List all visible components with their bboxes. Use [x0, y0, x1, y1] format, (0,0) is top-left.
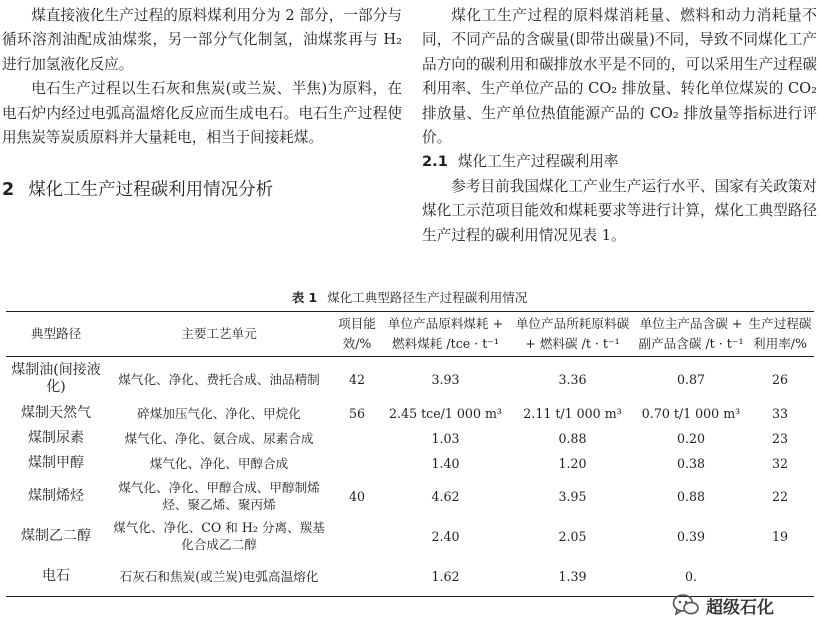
right-column	[422, 4, 817, 248]
cell-units: 煤气化、净化、甲醇合成	[149, 456, 289, 471]
cell-efficiency	[332, 426, 382, 451]
subsection-heading	[422, 150, 817, 174]
cell-coal: 1.03	[431, 431, 460, 446]
cell-utilization: 22	[771, 488, 789, 504]
cell-efficiency	[332, 451, 382, 476]
section-title: 煤化工生产过程碳利用情况分析	[28, 180, 274, 201]
header-coal-consumption: 单位产品原料煤耗 + 燃料煤耗 /tce · t⁻¹	[382, 312, 509, 357]
table-row	[6, 451, 814, 476]
cell-coal: 2.40	[431, 528, 460, 544]
cell-utilization: 19	[771, 528, 789, 544]
cell-coal: 1.40	[431, 456, 460, 471]
table-row	[6, 357, 814, 402]
header-energy-efficiency: 项目能效/%	[332, 312, 382, 357]
cell-coal: 1.62	[431, 568, 460, 584]
cell-product-carbon: 0.88	[676, 488, 706, 504]
cell-path: 煤制乙二醇	[21, 527, 91, 544]
cell-product-carbon: 0.38	[676, 456, 706, 471]
header-carbon-consumption: 单位产品所耗原料碳 + 燃料碳 /t · t⁻¹	[509, 312, 636, 357]
subsection-number: 2.1	[422, 153, 448, 171]
wechat-icon	[672, 593, 700, 617]
cell-carbon: 3.95	[558, 488, 587, 504]
cell-carbon: 3.36	[558, 371, 587, 387]
left-paragraph-1: 煤直接液化生产过程的原料煤利用分为 2 部分，一部分与循环溶剂油配成油煤浆，另一部分气化制氢，油煤浆再与 H₂ 进行加氢液化反应。	[2, 7, 402, 73]
cell-coal: 3.93	[431, 371, 460, 387]
cell-efficiency	[332, 556, 382, 597]
cell-carbon: 1.39	[558, 568, 587, 584]
right-paragraph-2: 参考目前我国煤化工产业生产运行水平、国家有关政策对煤化工示范项目能效和煤耗要求等进行计算，煤化工典型路径生产过程的碳利用情况见表 1。	[422, 177, 817, 244]
cell-units: 煤气化、净化、甲醇合成、甲醇制烯烃、聚乙烯、聚丙烯	[118, 480, 320, 512]
watermark	[672, 587, 814, 623]
header-process-units: 主要工艺单元	[106, 312, 332, 357]
table-caption-title: 煤化工典型路径生产过程碳利用情况	[327, 290, 528, 305]
header-path: 典型路径	[6, 312, 106, 357]
cell-carbon: 2.05	[558, 528, 587, 544]
table-row	[6, 401, 814, 426]
cell-utilization: 26	[771, 371, 789, 387]
cell-utilization: 33	[771, 406, 789, 421]
cell-units: 煤气化、净化、费托合成、油品精制	[118, 371, 320, 387]
section-number: 2	[2, 180, 15, 201]
cell-efficiency	[332, 516, 382, 556]
cell-units: 碎煤加压气化、净化、甲烷化	[137, 406, 301, 421]
carbon-utilization-table	[6, 311, 814, 597]
cell-path: 煤制烯烃	[28, 487, 84, 504]
cell-carbon: 1.20	[558, 456, 587, 471]
cell-units: 煤气化、净化、CO 和 H₂ 分离、羰基化合成乙二醇	[113, 520, 325, 552]
table-row	[6, 476, 814, 516]
cell-path: 煤制甲醇	[28, 455, 84, 471]
subsection-title: 煤化工生产过程碳利用率	[457, 153, 619, 171]
cell-product-carbon: 0.	[684, 568, 698, 584]
cell-path: 电石	[42, 567, 70, 584]
cell-path: 煤制尿素	[28, 430, 84, 446]
cell-coal: 2.45 tce/1 000 m³	[389, 406, 502, 421]
table-row	[6, 516, 814, 556]
cell-carbon: 2.11 t/1 000 m³	[523, 406, 622, 421]
cell-path: 煤制油(间接液化)	[11, 362, 101, 395]
header-product-carbon: 单位主产品含碳 + 副产品含碳 /t · t⁻¹	[636, 312, 746, 357]
right-paragraph-1: 煤化工生产过程的原料煤消耗量、燃料和动力消耗量不同，不同产品的含碳量(即带出碳量)不同，导致不同煤化工产品方向的碳利用和碳排放水平是不同的，可以采用生产过程碳利用率、生产单位产品的 CO₂ 排放量、转化单位煤炭的 CO₂ 排放量、生产单位热值能源产品的 CO₂ 排放量等指标进行评价。	[422, 7, 817, 147]
watermark-text: 超级石化	[706, 597, 774, 618]
cell-utilization: 32	[771, 456, 789, 471]
cell-product-carbon: 0.39	[676, 528, 706, 544]
cell-efficiency: 56	[348, 406, 366, 421]
header-carbon-utilization: 生产过程碳利用率/%	[746, 312, 814, 357]
cell-product-carbon: 0.87	[676, 371, 706, 387]
cell-utilization: 23	[771, 431, 789, 446]
cell-path: 煤制天然气	[21, 405, 91, 421]
cell-efficiency: 42	[348, 371, 366, 387]
cell-product-carbon: 0.20	[676, 431, 706, 446]
table-caption-number: 表 1	[291, 290, 318, 305]
table-caption	[0, 288, 819, 306]
cell-carbon: 0.88	[558, 431, 587, 446]
left-column	[2, 4, 402, 202]
cell-units: 煤气化、净化、氨合成、尿素合成	[124, 431, 314, 446]
table-row	[6, 426, 814, 451]
cell-units: 石灰石和焦炭(或兰炭)电弧高温熔化	[119, 568, 319, 584]
left-paragraph-2: 电石生产过程以生石灰和焦炭(或兰炭、半焦)为原料，在电石炉内经过电弧高温熔化反应而生成电石。电石生产过程使用焦炭等炭质原料并大量耗电，相当于间接耗煤。	[2, 80, 402, 147]
cell-product-carbon: 0.70 t/1 000 m³	[641, 406, 741, 421]
cell-coal: 4.62	[431, 488, 460, 504]
table-header-row	[6, 312, 814, 357]
cell-efficiency: 40	[348, 488, 366, 504]
section-heading	[2, 178, 402, 202]
